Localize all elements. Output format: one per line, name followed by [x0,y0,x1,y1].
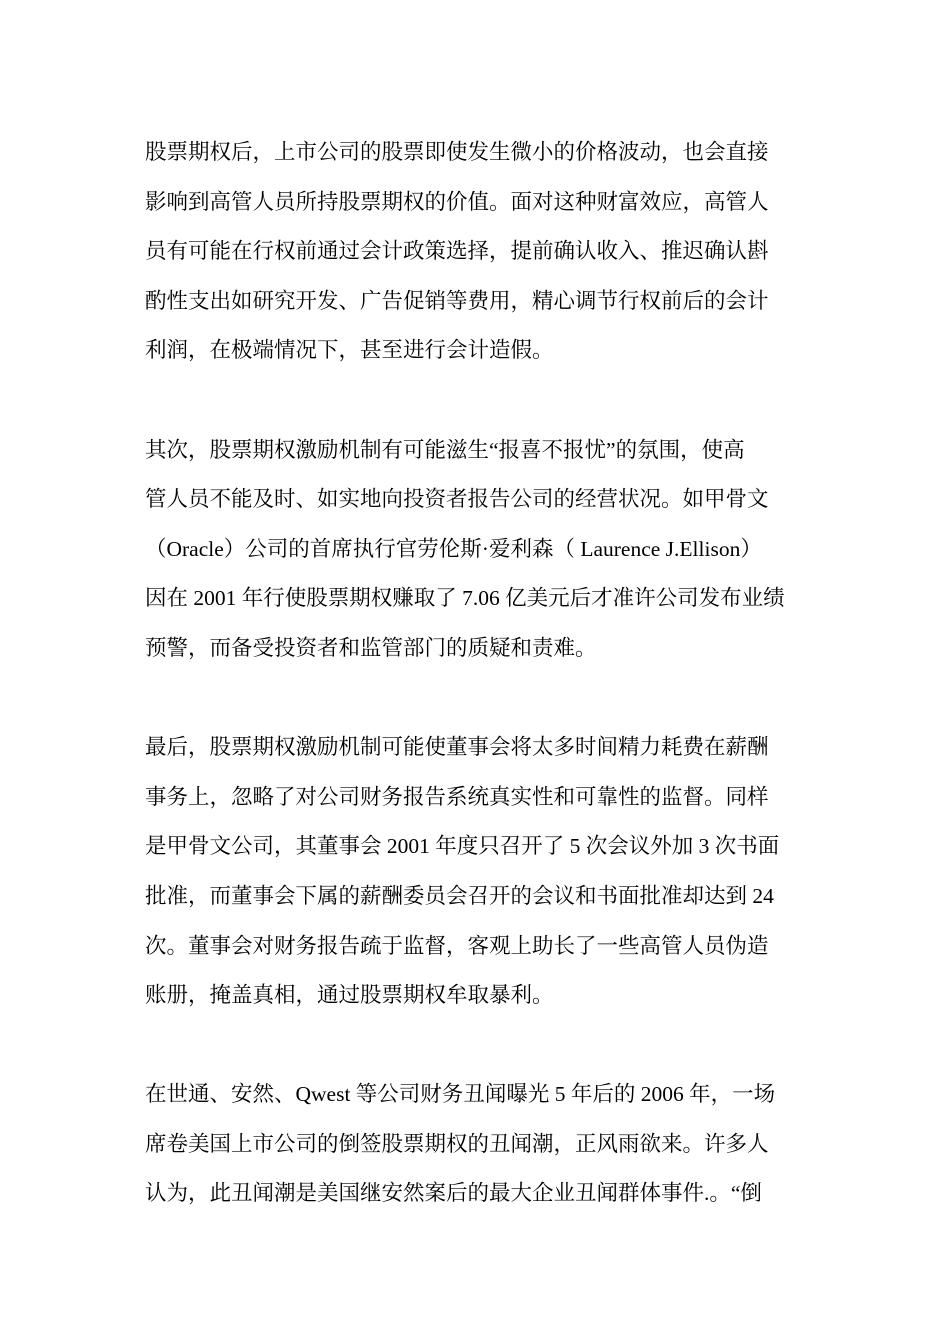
text-line: 管人员不能及时、如实地向投资者报告公司的经营状况。如甲骨文 [145,487,769,512]
text-line: 利润，在极端情况下，甚至进行会计造假。 [145,338,554,363]
document-body [145,128,807,1219]
text-line: 次。董事会对财务报告疏于监督，客观上助长了一些高管人员伪造 [145,933,769,958]
text-line: 是甲骨文公司，其董事会 2001 年度只召开了 5 次会议外加 3 次书面 [145,834,780,859]
text-line: 影响到高管人员所持股票期权的价值。面对这种财富效应，高管人 [145,189,769,214]
text-line: 股票期权后，上市公司的股票即使发生微小的价格波动，也会直接 [145,140,769,164]
text-line: 账册，掩盖真相，通过股票期权牟取暴利。 [145,983,554,1008]
text-line: 员有可能在行权前通过会计政策选择，提前确认收入、推迟确认斟 [145,239,769,264]
paragraph-1 [145,128,807,376]
text-line: 批准，而董事会下属的薪酬委员会召开的会议和书面批准却达到 24 [145,883,774,908]
text-line: 其次，股票期权激励机制有可能滋生“报喜不报忧”的氛围，使高 [145,437,745,462]
text-line: 预警，而备受投资者和监管部门的质疑和责难。 [145,635,597,660]
paragraph-3 [145,723,807,1021]
text-line: 酌性支出如研究开发、广告促销等费用，精心调节行权前后的会计 [145,288,769,313]
text-line: 事务上，忽略了对公司财务报告系统真实性和可靠性的监督。同样 [145,784,769,809]
text-line: 席卷美国上市公司的倒签股票期权的丑闻潮，正风雨欲来。许多人 [145,1131,769,1156]
paragraph-4 [145,1070,807,1219]
text-line: （Oracle）公司的首席执行官劳伦斯·爱利森（ Laurence J.Ellison） [145,536,762,561]
paragraph-2 [145,426,807,674]
text-line: 认为，此丑闻潮是美国继安然案后的最大企业丑闻群体事件.。“倒 [145,1181,762,1206]
text-line: 因在 2001 年行使股票期权赚取了 7.06 亿美元后才准许公司发布业绩 [145,586,785,611]
text-line: 在世通、安然、Qwest 等公司财务丑闻曝光 5 年后的 2006 年，一场 [145,1082,776,1107]
text-line: 最后，股票期权激励机制可能使董事会将太多时间精力耗费在薪酬 [145,735,769,760]
